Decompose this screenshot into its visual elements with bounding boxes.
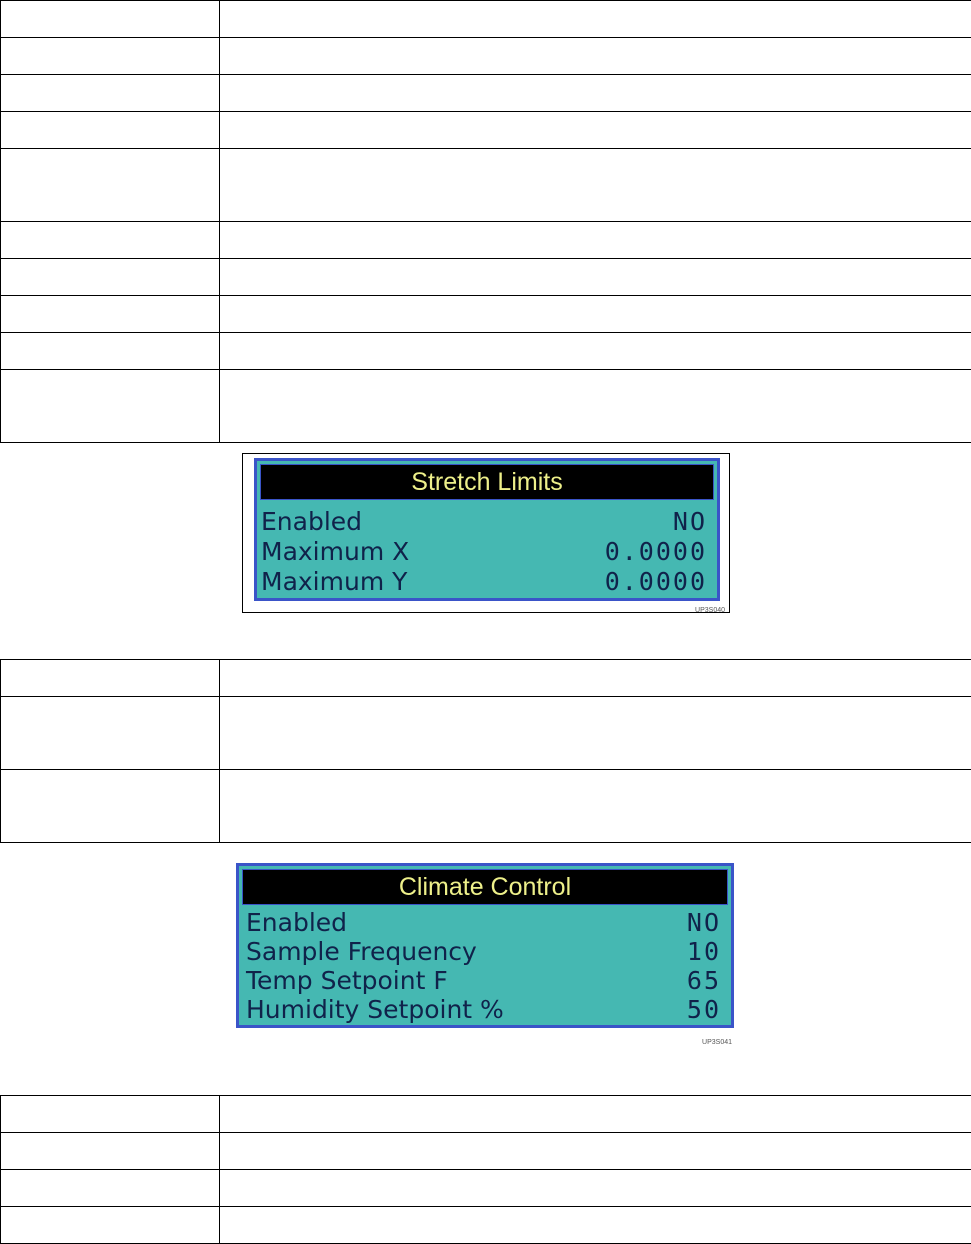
table-cell-label xyxy=(1,112,220,149)
climate-control-screen xyxy=(236,860,734,1046)
table-cell-label xyxy=(1,259,220,296)
table-cell-label xyxy=(1,333,220,370)
setting-label: Humidity Setpoint % xyxy=(246,995,504,1024)
table-row xyxy=(1,370,971,443)
table-cell-description xyxy=(220,770,971,843)
table-row xyxy=(1,75,971,112)
setting-value: NO xyxy=(686,908,721,937)
table-row xyxy=(1,660,971,697)
table-row xyxy=(1,296,971,333)
table-cell-description xyxy=(220,1096,971,1133)
table-cell-label xyxy=(1,296,220,333)
table-cell-description xyxy=(220,660,971,697)
parameter-table-3 xyxy=(0,1095,971,1244)
table-cell-label xyxy=(1,770,220,843)
table-cell-label xyxy=(1,660,220,697)
setting-value: 50 xyxy=(686,995,721,1024)
parameter-table-1 xyxy=(0,0,971,443)
stretch-limits-screen xyxy=(242,453,730,613)
parameter-table-2 xyxy=(0,659,971,843)
table-cell-description xyxy=(220,75,971,112)
table-row xyxy=(1,222,971,259)
setting-label: Enabled xyxy=(246,908,348,937)
table-cell-description xyxy=(220,296,971,333)
table-row xyxy=(1,1133,971,1170)
figure-code: UP3S040 xyxy=(695,607,725,614)
setting-label: Sample Frequency xyxy=(246,937,477,966)
table-row xyxy=(1,38,971,75)
table-row xyxy=(1,112,971,149)
setting-row xyxy=(261,506,707,536)
table-row xyxy=(1,697,971,770)
table-cell-label xyxy=(1,1207,220,1244)
table-cell-label xyxy=(1,75,220,112)
table-cell-description xyxy=(220,697,971,770)
table-cell-description xyxy=(220,112,971,149)
setting-label: Maximum Y xyxy=(261,566,408,596)
table-cell-label xyxy=(1,222,220,259)
setting-label: Temp Setpoint F xyxy=(246,966,448,995)
setting-row xyxy=(246,995,721,1024)
climate-control-title: Climate Control xyxy=(242,869,728,905)
table-row xyxy=(1,1170,971,1207)
table-cell-label xyxy=(1,38,220,75)
table-cell-label xyxy=(1,370,220,443)
setting-value: NO xyxy=(672,506,707,536)
table-cell-label xyxy=(1,149,220,222)
table-row xyxy=(1,149,971,222)
table-cell-label xyxy=(1,697,220,770)
table-cell-label xyxy=(1,1,220,38)
setting-value: 0.0000 xyxy=(604,536,707,566)
climate-control-panel xyxy=(236,863,734,1028)
table-cell-description xyxy=(220,370,971,443)
setting-label: Maximum X xyxy=(261,536,410,566)
setting-label: Enabled xyxy=(261,506,363,536)
table-row xyxy=(1,259,971,296)
table-row xyxy=(1,1,971,38)
table-cell-label xyxy=(1,1170,220,1207)
stretch-limits-title: Stretch Limits xyxy=(260,464,714,500)
setting-value: 65 xyxy=(686,966,721,995)
setting-row xyxy=(261,566,707,596)
table-cell-description xyxy=(220,222,971,259)
table-cell-label xyxy=(1,1133,220,1170)
table-cell-description xyxy=(220,149,971,222)
table-row xyxy=(1,1096,971,1133)
table-cell-label xyxy=(1,1096,220,1133)
setting-row xyxy=(246,966,721,995)
table-row xyxy=(1,770,971,843)
table-cell-description xyxy=(220,38,971,75)
table-row xyxy=(1,333,971,370)
figure-code: UP3S041 xyxy=(702,1039,732,1046)
table-cell-description xyxy=(220,259,971,296)
table-cell-description xyxy=(220,1170,971,1207)
stretch-limits-panel xyxy=(254,458,720,601)
table-cell-description xyxy=(220,1,971,38)
table-cell-description xyxy=(220,1133,971,1170)
table-cell-description xyxy=(220,1207,971,1244)
setting-row xyxy=(246,937,721,966)
setting-row xyxy=(246,908,721,937)
setting-value: 10 xyxy=(686,937,721,966)
setting-value: 0.0000 xyxy=(604,566,707,596)
table-cell-description xyxy=(220,333,971,370)
setting-row xyxy=(261,536,707,566)
table-row xyxy=(1,1207,971,1244)
